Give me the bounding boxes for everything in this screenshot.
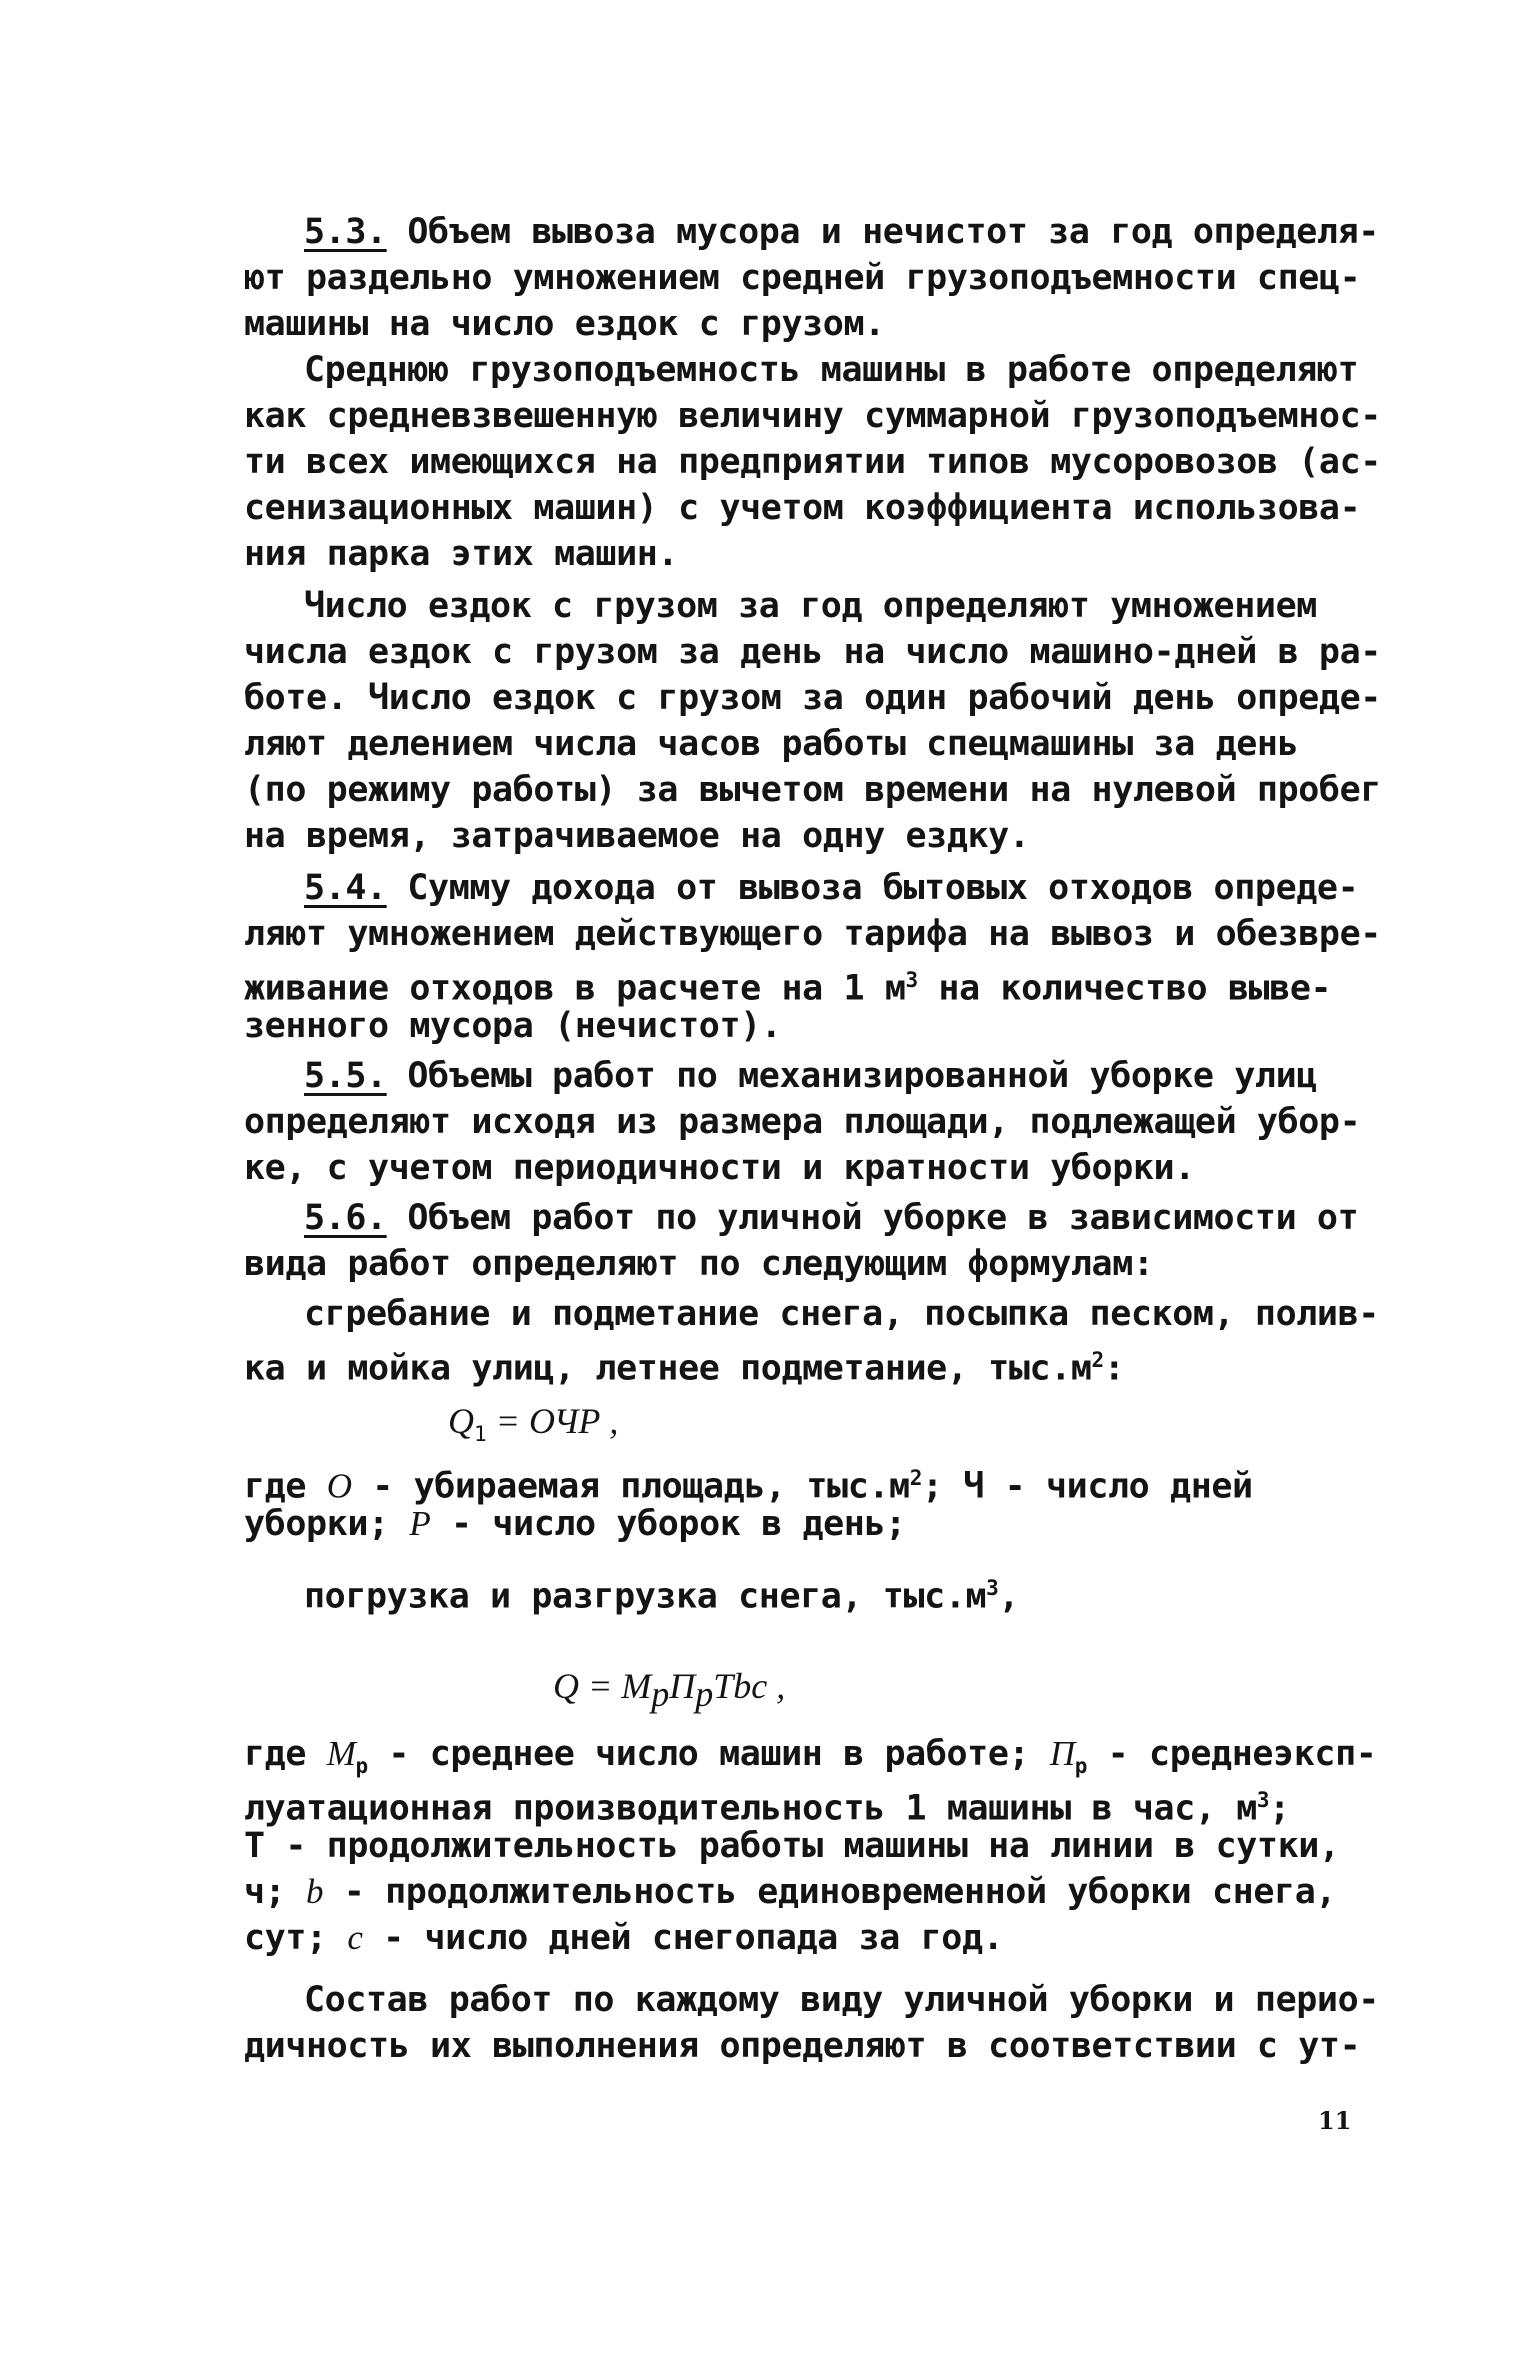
text-line: как средневзвешенную величину суммарной грузоподъемнос- — [244, 396, 1381, 436]
text-line: Число ездок с грузом за год определяют умножением — [304, 586, 1317, 626]
text-line: где О - убираемая площадь, $тыс.м^2$; Ч - число дней — [244, 1466, 1253, 1507]
text-line: зенного мусора (нечистот). — [244, 1006, 782, 1046]
page-number: 11 — [1318, 2106, 1352, 2135]
text-line: 5.5. Объемы работ по механизированной уборке улиц — [304, 1056, 1317, 1096]
text-line: уборки; Р - число уборок в день; — [244, 1504, 906, 1544]
text-line: ка и мойка улиц, летнее подметание, $тыс.м^2$: — [244, 1348, 1125, 1389]
text-line: определяют исходя из размера площади, подлежащей убор- — [244, 1102, 1361, 1142]
text-line: числа ездок с грузом за день на число машино-дней в ра- — [244, 632, 1381, 672]
text-line: ке, с учетом периодичности и кратности уборки. — [244, 1148, 1195, 1188]
text-line: на время, затрачиваемое на одну ездку. — [244, 816, 1030, 856]
text-line: погрузка и разгрузка снега, $тыс.м^3$, — [304, 1576, 1020, 1617]
text-line: ния парка этих машин. — [244, 534, 679, 574]
text-line: дичность их выполнения определяют в соответствии с ут- — [244, 2026, 1361, 2066]
text-line: ляют умножением действующего тарифа на вывоз и обезвре- — [244, 914, 1381, 954]
text-line: ют раздельно умножением средней грузоподъемности спец- — [244, 258, 1361, 298]
formula-1: $Q_1$ = ОЧР , — [448, 1401, 619, 1446]
text-line: Состав работ по каждому виду уличной уборки и перио- — [304, 1980, 1379, 2020]
text-line: ч; b - продолжительность единовременной уборки снега, — [244, 1872, 1337, 1912]
text-line: Среднюю грузоподъемность машины в работе определяют — [304, 350, 1359, 390]
formula-2: $Q = М_рП_рTbc$ , — [553, 1666, 786, 1714]
text-line: сенизационных машин) с учетом коэффициента использова- — [244, 488, 1361, 528]
text-line: ляют делением числа часов работы спецмашины за день — [244, 724, 1299, 764]
text-line: луатационная производительность 1 машины в час, $м^3$; — [244, 1788, 1290, 1829]
text-line: 5.6. Объем работ по уличной уборке в зависимости от — [304, 1198, 1359, 1238]
section-number: 5.3. — [304, 212, 387, 252]
text-line: машины на число ездок с грузом. — [244, 304, 885, 344]
section-number: 5.4. — [304, 868, 387, 908]
text-line: боте. Число ездок с грузом за один рабочий день опреде- — [244, 678, 1381, 718]
text-line: где $М_р$ - среднее число машин в работе; $П_р$ - среднеэксп- — [244, 1734, 1377, 1778]
text-line: сут; с - число дней снегопада за год. — [244, 1918, 1004, 1958]
text-line: сгребание и подметание снега, посыпка песком, полив- — [304, 1294, 1379, 1334]
section-number: 5.5. — [304, 1056, 387, 1096]
text-line: живание отходов в расчете на 1 $м^3$ на количество выве- — [244, 968, 1332, 1009]
text-line: (по режиму работы) за вычетом времени на нулевой пробег — [244, 770, 1381, 810]
text-line: 5.3. Объем вывоза мусора и нечистот за год определя- — [304, 212, 1379, 252]
text-line: 5.4. Сумму дохода от вывоза бытовых отходов опреде- — [304, 868, 1359, 908]
text-line: ти всех имеющихся на предприятии типов мусоровозов (ас- — [244, 442, 1381, 482]
text-line: вида работ определяют по следующим формулам: — [244, 1244, 1154, 1284]
section-number: 5.6. — [304, 1198, 387, 1238]
text-line: Т - продолжительность работы машины на линии в сутки, — [244, 1826, 1340, 1866]
